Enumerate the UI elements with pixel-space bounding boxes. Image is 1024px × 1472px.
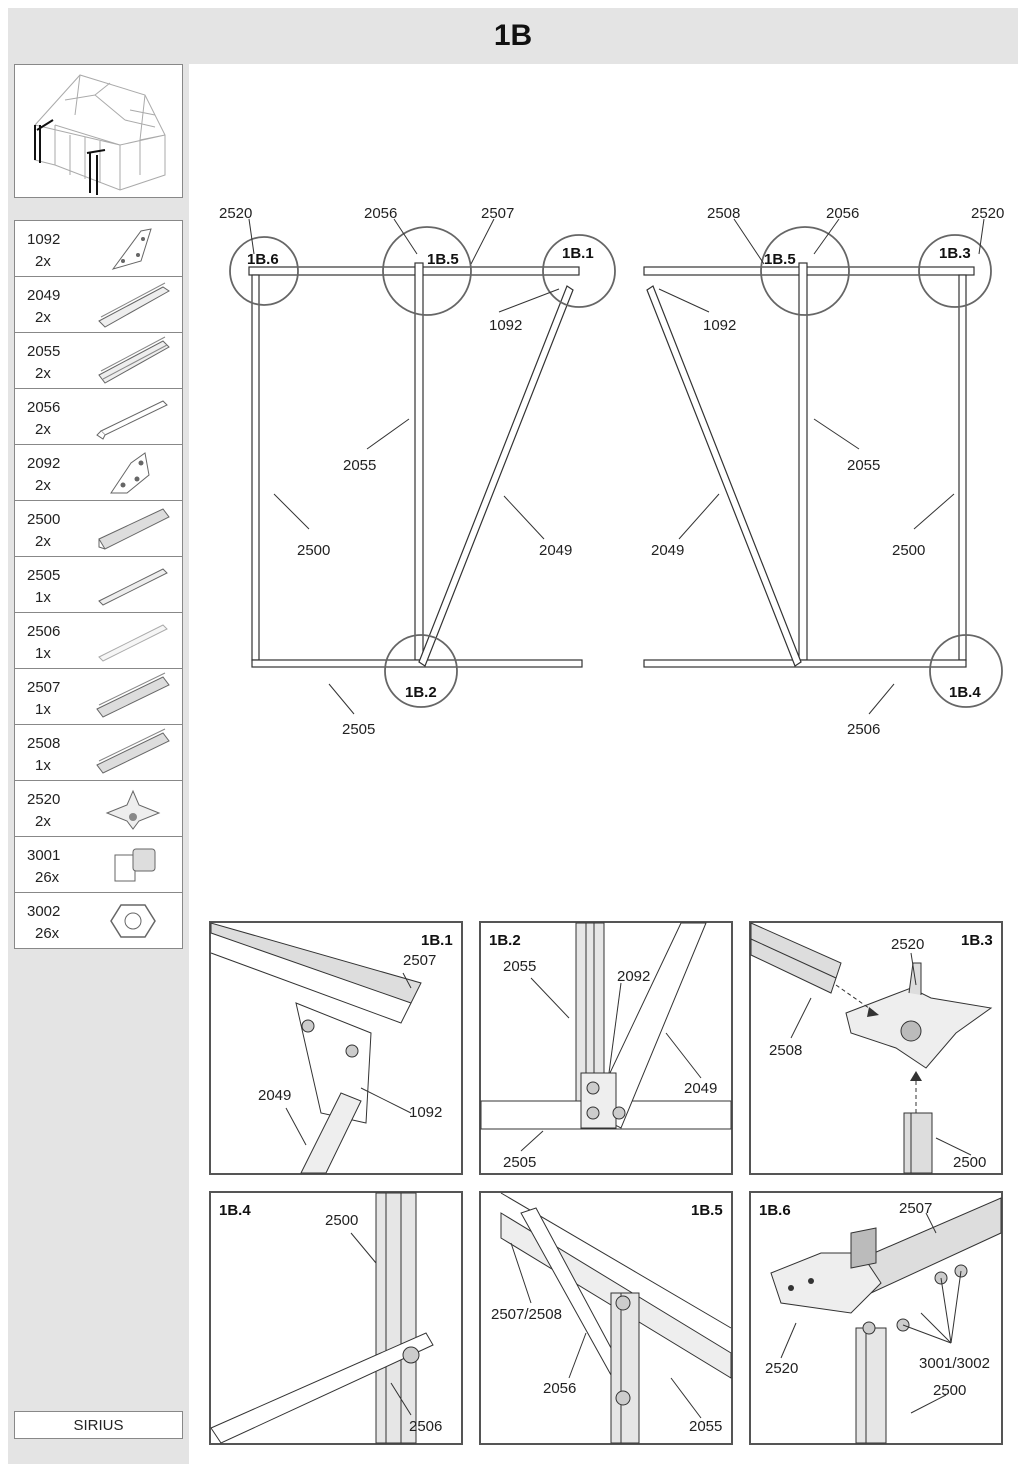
detail-label: 1092 [409,1104,443,1121]
detail-label: 2056 [543,1380,577,1397]
detail-label: 2507 [403,952,437,969]
left-label-2520: 2520 [219,205,253,222]
part-quantity: 1x [35,701,51,718]
detail-label: 2092 [617,968,651,985]
left-label-2056: 2056 [364,205,398,222]
detail-label: 2500 [325,1212,359,1229]
detail-1B3 [749,921,1003,1175]
part-quantity: 1x [35,757,51,774]
bolt-icon [93,841,173,889]
left-label-2049: 2049 [539,542,573,559]
detail-title: 1B.2 [489,932,521,949]
right-label-2056: 2056 [826,205,860,222]
part-number: 2092 [27,455,61,472]
part-quantity: 1x [35,645,51,662]
callout-1B6: 1B.6 [247,251,279,268]
profile-icon [93,673,173,721]
detail-1B5 [479,1191,733,1445]
profile-icon [93,729,173,777]
right-label-2520: 2520 [971,205,1005,222]
detail-title: 1B.3 [961,932,993,949]
part-quantity: 2x [35,421,51,438]
detail-label: 2505 [503,1154,537,1171]
part-quantity: 26x [35,869,60,886]
part-quantity: 2x [35,533,51,550]
profile-icon [93,337,173,385]
detail-label: 2500 [933,1382,967,1399]
profile-icon [93,281,173,329]
part-number: 2055 [27,343,61,360]
part-row-2500 [15,501,182,557]
right-label-2055: 2055 [847,457,881,474]
frame-assembly-diagram [189,64,1018,738]
detail-label: 2507/2508 [491,1306,562,1323]
part-row-3001 [15,837,182,893]
part-number: 3002 [27,903,61,920]
part-row-2506 [15,613,182,669]
nut-icon [93,897,173,945]
bracket-plate-icon [93,225,173,273]
detail-label: 2520 [891,936,925,953]
detail-label: 2049 [684,1080,718,1097]
part-row-2507 [15,669,182,725]
callout-1B2: 1B.2 [405,684,437,701]
detail-label: 2049 [258,1087,292,1104]
detail-1B1 [209,921,463,1175]
detail-title: 1B.6 [759,1202,791,1219]
profile-icon [93,505,173,553]
callout-1B1: 1B.1 [562,245,594,262]
detail-label: 2508 [769,1042,803,1059]
detail-title: 1B.4 [219,1202,251,1219]
callout-1B4: 1B.4 [949,684,981,701]
main-drawing-area [189,64,1018,1464]
part-row-2520 [15,781,182,837]
profile-icon [93,561,173,609]
overview-illustration [14,64,183,198]
page-title: 1B [493,19,533,52]
left-label-2055: 2055 [343,457,377,474]
left-label-2505: 2505 [342,721,376,738]
left-label-2500: 2500 [297,542,331,559]
right-label-2049: 2049 [651,542,685,559]
callout-1B3: 1B.3 [939,245,971,262]
part-quantity: 2x [35,309,51,326]
detail-1B6 [749,1191,1003,1445]
part-number: 2507 [27,679,61,696]
right-label-1092: 1092 [703,317,737,334]
part-row-1092 [15,221,182,277]
part-row-2055 [15,333,182,389]
brand-label: SIRIUS [14,1411,183,1439]
callout-1B5-right: 1B.5 [764,251,796,268]
part-number: 2056 [27,399,61,416]
detail-label: 2506 [409,1418,443,1435]
part-quantity: 26x [35,925,60,942]
part-number: 2505 [27,567,61,584]
part-row-2049 [15,277,182,333]
part-number: 2508 [27,735,61,752]
part-quantity: 2x [35,253,51,270]
part-number: 2506 [27,623,61,640]
detail-1B4 [209,1191,463,1445]
detail-title: 1B.1 [421,932,453,949]
right-label-2506: 2506 [847,721,881,738]
strap-icon [93,393,173,441]
part-quantity: 2x [35,365,51,382]
callout-1B5: 1B.5 [427,251,459,268]
part-row-2092 [15,445,182,501]
parts-list [14,220,183,949]
detail-label: 2055 [503,958,537,975]
part-row-3002 [15,893,182,948]
detail-label: 2520 [765,1360,799,1377]
detail-label: 2055 [689,1418,723,1435]
detail-1B2 [479,921,733,1175]
left-label-1092: 1092 [489,317,523,334]
detail-label: 2500 [953,1154,987,1171]
part-row-2508 [15,725,182,781]
right-label-2508: 2508 [707,205,741,222]
part-row-2505 [15,557,182,613]
detail-title: 1B.5 [691,1202,723,1219]
part-number: 2500 [27,511,61,528]
bracket-plate-icon [93,449,173,497]
part-number: 3001 [27,847,61,864]
part-number: 2520 [27,791,61,808]
part-number: 1092 [27,231,61,248]
right-label-2500: 2500 [892,542,926,559]
left-label-2507: 2507 [481,205,515,222]
profile-icon [93,617,173,665]
part-quantity: 2x [35,477,51,494]
part-number: 2049 [27,287,61,304]
page-frame [8,8,1018,1464]
part-quantity: 1x [35,589,51,606]
corner-connector-icon [93,785,173,833]
part-row-2056 [15,389,182,445]
detail-label: 3001/3002 [919,1355,990,1372]
detail-label: 2507 [899,1200,933,1217]
part-quantity: 2x [35,813,51,830]
